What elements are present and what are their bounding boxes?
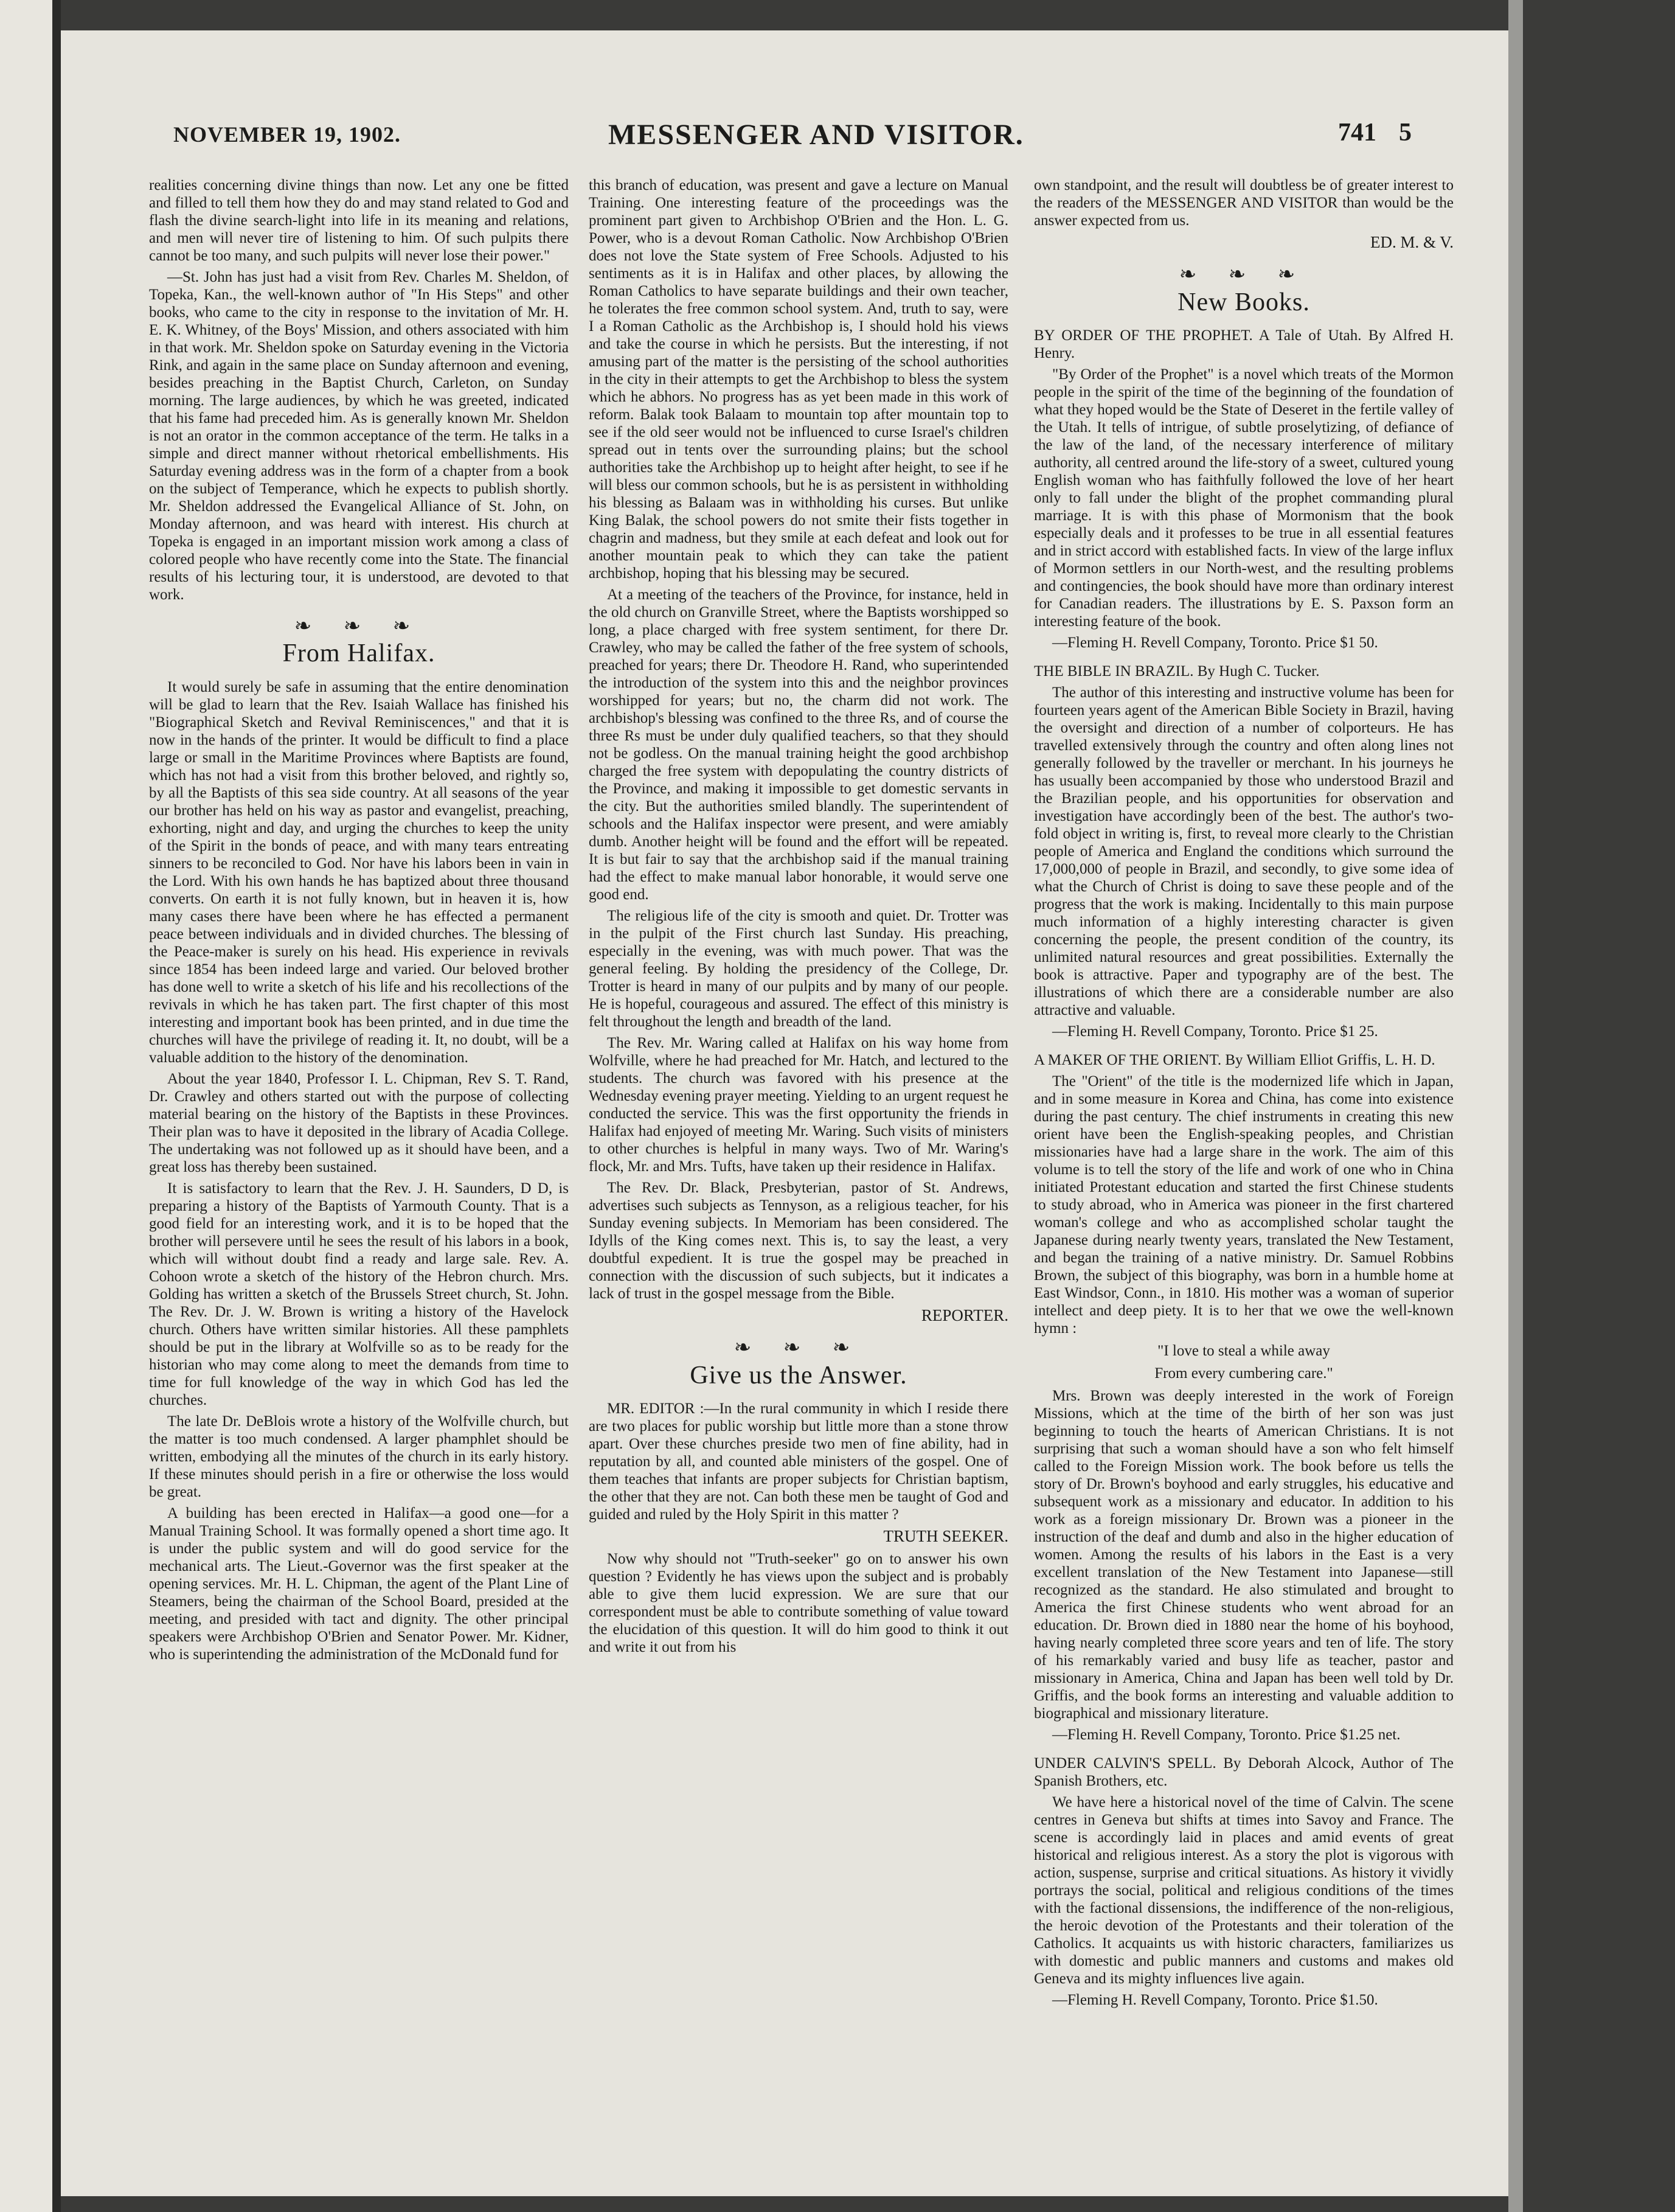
scanner-gutter: [1508, 0, 1675, 2212]
publication-title: MESSENGER AND VISITOR.: [608, 119, 1024, 151]
publisher-line: —Fleming H. Revell Company, Toronto. Price $1 25.: [1052, 1023, 1378, 1040]
newspaper-page: [61, 30, 1508, 2196]
signature: TRUTH SEEKER.: [883, 1527, 1008, 1546]
book-review: The "Orient" of the title is the modernized life which in Japan, and in some measure in Korea and China, has come into existence during the past century. The chief instruments in creating this new orient have been the English-speaking peoples, and Christian missionaries have had a large share in the work. The aim of this volume is to tell the story of the life and work of one who in China initiated Protestant education and started the first Chinese students to study abroad, who in America was pioneer in the first chartered woman's college and who as accomplished scholar taught the Japanese during nearly twenty years, translated the New Testament, and began the training of a native ministry. Dr. Samuel Robbins Brown, the subject of this biography, was born in a humble home at East Windsor, Conn., in 1810. His mother was a woman of superior intellect and deep piety. It is to her that we owe the well-known hymn :: [1034, 1073, 1454, 1337]
paragraph: About the year 1840, Professor I. L. Chipman, Rev S. T. Rand, Dr. Crawley and others started out with the purpose of collecting material bearing on the history of the Baptists in these Provinces. Their plan was to have it deposited in the library of Acadia College. The undertaking was not followed up as it should have been, and a great loss has thereby been sustained.: [149, 1070, 569, 1175]
book-title: A MAKER OF THE ORIENT. By William Elliot Griffis, L. H. D.: [1034, 1052, 1435, 1069]
paragraph: The Rev. Mr. Waring called at Halifax on his way home from Wolfville, where he had preached for Mr. Hatch, and lectured to the students. The church was favored with his presence at the Wednesday evening prayer meeting. Yielding to an urgent request he conducted the service. This was the first opportunity the friends in Halifax had enjoyed of meeting Mr. Waring. Such visits of ministers to other churches is helpful in many ways. Two of Mr. Waring's flock, Mr. and Mrs. Tufts, have taken up their residence in Halifax.: [589, 1035, 1008, 1175]
paragraph: At a meeting of the teachers of the Province, for instance, held in the old church on Granville Street, where the Baptists worshipped so long, a place charged with free system sentiment, for there Dr. Crawley, who may be called the father of the free system of schools, preached for years; there Dr. Theodore H. Rand, who superintended the introduction of the system into this and the neighbor provinces worshipped for years; but no, the charm did not work. The archbishop's blessing was confined to the three Rs, and of course the three Rs must be under duly qualified teachers, so that they should not be godless. On the manual training height the good archbishop charged the free system with depopulating the country districts of the Province, and making it impossible to get domestic servants in the city. But the authorities smiled blandly. The superintendent of schools and the Halifax inspector were present, and were amiably dumb. Another height will be found and the effort will be repeated. It is but fair to say that the archbishop said if the manual training had the effect to make manual labor honorable, it would serve one good end.: [589, 586, 1008, 903]
adjacent-page-edge: [0, 0, 61, 2212]
column-1: [149, 176, 569, 1667]
book-review: "By Order of the Prophet" is a novel which treats of the Mormon people in the spirit of the time of the beginning of the foundation of what they hoped would be the State of Deseret in the fertile valley of the Utah. It tells of intrigue, of subtle proselytizing, of defiance of the law of the land, of the necessary interference of military authority, all centred around the life-story of a sweet, cultured young English woman who has faithfully followed the love of her heart only to fall under the blight of the prophet commanding plural marriage. It is with this phase of Mormonism that the book especially deals and it professes to be true in all essential features and in strict accord with established facts. In view of the large influx of Mormon settlers in our North-west, and the resulting problems and contingencies, the book should have more than ordinary interest for Canadian readers. The illustrations by E. S. Paxson form an interesting feature of the book.: [1034, 366, 1454, 630]
ornament-divider: ❧ ❧ ❧: [294, 615, 424, 638]
book-review: Mrs. Brown was deeply interested in the work of Foreign Missions, which at the time of the birth of her son was just beginning to touch the hearts of American Christians. It is not surprising that such a woman should have a son who felt himself called to the Foreign Mission work. The book before us tells the story of Dr. Brown's boyhood and early struggles, his educative and subsequent work as a missionary and educator. In addition to his work as a foreign missionary Dr. Brown was a pioneer in the instruction of the deaf and dumb and also in the higher education of women. Among the results of his labors in the East is a very excellent translation of the New Testament into Japanese—still recognized as the standard. He also stimulated and brought to America the first Chinese students who went abroad for an education. Dr. Brown died in 1880 near the home of his boyhood, having nearly completed three score years and ten of life. The story of his remarkably varied and busy life as teacher, pastor and missionary in America, China and Japan has been well told by Dr. Griffis, and the book forms an interesting and valuable addition to biographical and missionary literature.: [1034, 1388, 1454, 1722]
paragraph: this branch of education, was present and gave a lecture on Manual Training. One interesting feature of the proceedings was the prominent part given to Archbishop O'Brien and the Hon. L. G. Power, who is a devout Roman Catholic. Now Archbishop O'Brien does not love the State system of Free Schools. Adjusted to his sentiments as it is in Halifax and other places, by allowing the Roman Catholics to have separate buildings and their own teacher, he tolerates the free common school system. And, truth to say, were I a Roman Catholic as the Archbishop is, I should hold his views and take the course in which he persists. But the interesting, if not amusing part of the matter is the persisting of the school authorities in the city in their attempts to get the Archbishop to bless the system which he abhors. No progress has as yet been made in this work of reform. Balak took Balaam to mountain top after mountain top to see if the old seer would not be influenced to curse Israel's children spread out in tents over the surrounding plains; but the school authorities take the Archbishop up to height after height, to see if he will bless our common schools, but he is as persistent in withholding his blessing as Balaam was in withholding his curses. But unlike King Balak, the school powers do not smite their fists together in chagrin and madness, but they smile at each defeat and look out for another mountain peak to which they can take the patient archbishop, hoping that his blessing may be secured.: [589, 177, 1008, 582]
ornament-divider: ❧ ❧ ❧: [733, 1337, 864, 1360]
column-3: [1034, 176, 1454, 2012]
hymn-line: "I love to steal a while away: [1157, 1343, 1330, 1360]
publisher-line: —Fleming H. Revell Company, Toronto. Price $1.50.: [1052, 1992, 1378, 2009]
publisher-line: —Fleming H. Revell Company, Toronto. Price $1 50.: [1052, 635, 1378, 652]
publisher-line: —Fleming H. Revell Company, Toronto. Price $1.25 net.: [1052, 1727, 1401, 1744]
section-heading: From Halifax.: [282, 639, 435, 668]
folio-number: 5: [1399, 119, 1412, 147]
section-heading: Give us the Answer.: [690, 1361, 907, 1389]
book-review: The author of this interesting and instructive volume has been for fourteen years agent of the American Bible Society in Brazil, having the oversight and direction of a number of colporteurs. He has travelled extensively through the country and often along lines not generally followed by the traveller or merchant. In his journeys he has usually been accompanied by those who understood Brazil and the Brazilian people, and his opportunities for observation and investigation have accordingly been of the best. The author's two-fold object in writing is, first, to reveal more clearly to the Christian people of America and England the conditions which surround the 17,000,000 of people in Brazil, and secondly, to give some idea of what the Church of Christ is doing to save these people and of the progress that the work is making. Incidentally to this main purpose much information of a highly interesting character is given concerning the people, the present condition of the country, its unlimited natural resources and great possibilities. Externally the book is attractive. Paper and typography are of the best. The illustrations of which there are a considerable number are also attractive and valuable.: [1034, 684, 1454, 1019]
paragraph: The late Dr. DeBlois wrote a history of the Wolfville church, but the matter is too much condensed. A larger phamphlet should be written, embodying all the minutes of the church in its early history. If these minutes should perish in a fire or otherwise the loss would be great.: [149, 1413, 569, 1500]
paragraph: The religious life of the city is smooth and quiet. Dr. Trotter was in the pulpit of the First church last Sunday. His preaching, especially in the evening, was with much power. That was the general feeling. By holding the presidency of the College, Dr. Trotter is heard in many of our pulpits and by many of our people. He is hopeful, courageous and assured. The effect of this ministry is felt throughout the length and breadth of the land.: [589, 908, 1008, 1030]
book-review: We have here a historical novel of the time of Calvin. The scene centres in Geneva but shifts at times into Savoy and France. The scene is accordingly laid in places and amid events of great historical and religious interest. As a story the plot is vigorous with action, suspense, surprise and critical situations. As history it vividly portrays the social, political and religious conditions of the times with the factional dissensions, the indifference of the non-religious, the heroic devotion of the Protestants and their toleration of the Catholics. It acquaints us with historic characters, familiarizes us with domestic and public manners and customs and makes old Geneva and its mighty influences live again.: [1034, 1794, 1454, 1988]
book-title: THE BIBLE IN BRAZIL. By Hugh C. Tucker.: [1034, 663, 1320, 680]
column-2: [589, 176, 1008, 1660]
paragraph: It is satisfactory to learn that the Rev. J. H. Saunders, D D, is preparing a history of the Baptists of Yarmouth County. That is a good field for an interesting work, and it is to be hoped that the brother will persevere until he sees the result of his labors in a book, which will without doubt find a ready and large sale. Rev. A. Cohoon wrote a sketch of the history of the Hebron church. Mrs. Golding has written a sketch of the Brussels Street church, St. John. The Rev. Dr. J. W. Brown is writing a history of the Havelock church. Others have written similar histories. All these pamphlets should be put in the library at Wolfville so as to be ready for the historian who may come along to meet the demands from time to time for full knowledge of the way in which God has led the churches.: [149, 1180, 569, 1408]
paragraph: The Rev. Dr. Black, Presbyterian, pastor of St. Andrews, advertises such subjects as Tennyson, as a religious teacher, for his Sunday evening subjects. In Memoriam has been considered. The Idylls of the King comes next. This is, to say the least, a very doubtful expedient. It is true the gospel may be preached in connection with the discussion of such subjects, but it indicates a lack of trust in the gospel message from the Bible.: [589, 1180, 1008, 1302]
hymn-line: From every cumbering care.": [1154, 1365, 1333, 1382]
paragraph: —St. John has just had a visit from Rev. Charles M. Sheldon, of Topeka, Kan., the well-known author of "In His Steps" and other books, who came to the city in response to the invitation of Mr. H. E. K. Whitney, of the Boys' Mission, and others associated with him in that work. Mr. Sheldon spoke on Saturday evening in the Victoria Rink, and again in the same place on Sunday afternoon and evening, besides preaching in the Baptist Church, Carleton, on Sunday morning. The large audiences, by which he was greeted, indicated that his fame had preceded him. As is generally known Mr. Sheldon is not an orator in the common acceptance of the term. He talks in a simple and direct manner without rhetorical embellishments. His Saturday evening address was in the form of a chapter from a book on the subject of Temperance, which he expects to publish shortly. Mr. Sheldon addressed the Evangelical Alliance of St. John, on Monday afternoon, and was heard with interest. His church at Topeka is engaged in an important mission work among a class of colored people who have recently come into the State. The financial results of his lecturing tour, it is understood, are devoted to that work.: [149, 269, 569, 603]
paragraph: Now why should not "Truth-seeker" go on to answer his own question ? Evidently he has views upon the subject and is probably able to give them lucid expression. We are sure that our correspondent must be able to contribute something of value toward the elucidation of this question. It will do him good to think it out and write it out from his: [589, 1550, 1008, 1655]
page-number: 741: [1338, 119, 1376, 147]
paragraph: MR. EDITOR :—In the rural community in which I reside there are two places for public worship but little more than a stone throw apart. Over these churches preside two men of fine ability, had in reputation by all, and counted able ministers of the gospel. One of them teaches that infants are proper subjects for Christian baptism, the other that they are not. Can both these men be taught of God and guided and ruled by the Holy Spirit in this matter ?: [589, 1400, 1008, 1523]
book-title: UNDER CALVIN'S SPELL. By Deborah Alcock, Author of The Spanish Brothers, etc.: [1034, 1755, 1454, 1790]
section-heading: New Books.: [1177, 288, 1310, 316]
paragraph: A building has been erected in Halifax—a good one—for a Manual Training School. It was formally opened a short time ago. It is under the public system and will do good service for the mechanical arts. The Lieut.-Governor was the first speaker at the opening services. Mr. H. L. Chipman, the agent of the Plant Line of Steamers, being the chairman of the School Board, presided at the meeting, and presided with tact and dignity. The other principal speakers were Archbishop O'Brien and Senator Power. Mr. Kidner, who is superintending the administration of the McDonald fund for: [149, 1504, 569, 1663]
issue-date: NOVEMBER 19, 1902.: [173, 122, 401, 147]
ornament-divider: ❧ ❧ ❧: [1179, 263, 1309, 287]
book-title: BY ORDER OF THE PROPHET. A Tale of Utah. By Alfred H. Henry.: [1034, 327, 1454, 362]
signature: ED. M. & V.: [1370, 233, 1454, 251]
masthead: [61, 119, 1508, 176]
paragraph: own standpoint, and the result will doubtless be of greater interest to the readers of the MESSENGER AND VISITOR than would be the answer expected from us.: [1034, 177, 1454, 229]
signature: REPORTER.: [921, 1306, 1008, 1324]
paragraph: It would surely be safe in assuming that the entire denomination will be glad to learn that the Rev. Isaiah Wallace has finished his "Biographical Sketch and Revival Reminiscences," and that it is now in the hands of the printer. It would be difficult to find a place large or small in the Maritime Provinces where Baptists are found, which has not had a visit from this brother beloved, and rightly so, by all the Baptists of this sea side country. At all seasons of the year our brother has held on his way as pastor and evangelist, preaching, exhorting, night and day, and urging the churches to keep the unity of the Spirit in the bonds of peace, and with many tears entreating sinners to be reconciled to God. Nor have his labors been in vain in the Lord. With his own hands he has baptized about three thousand converts. On earth it is not fully known, but in heaven it is, how many cases there have been where he has effected a permanent peace between individuals and in divided churches. The blessing of the Peace-maker is surely on his head. His experience in revivals since 1854 has been indeed large and varied. Our beloved brother has done well to write a sketch of his life and his recollections of the revivals in which he has taken part. The first chapter of this most interesting and important book has been printed, and in due time the churches will have the privilege of reading it. It, no doubt, will be a valuable addition to the history of the denomination.: [149, 678, 569, 1066]
paragraph: realities concerning divine things than now. Let any one be fitted and filled to tell them how they do and may stand related to God and flash the divine search-light into life in its meaning and relations, and men will never tire of listening to him. Of such pulpits there cannot be too many, and such pulpits will never lose their power.": [149, 177, 569, 264]
